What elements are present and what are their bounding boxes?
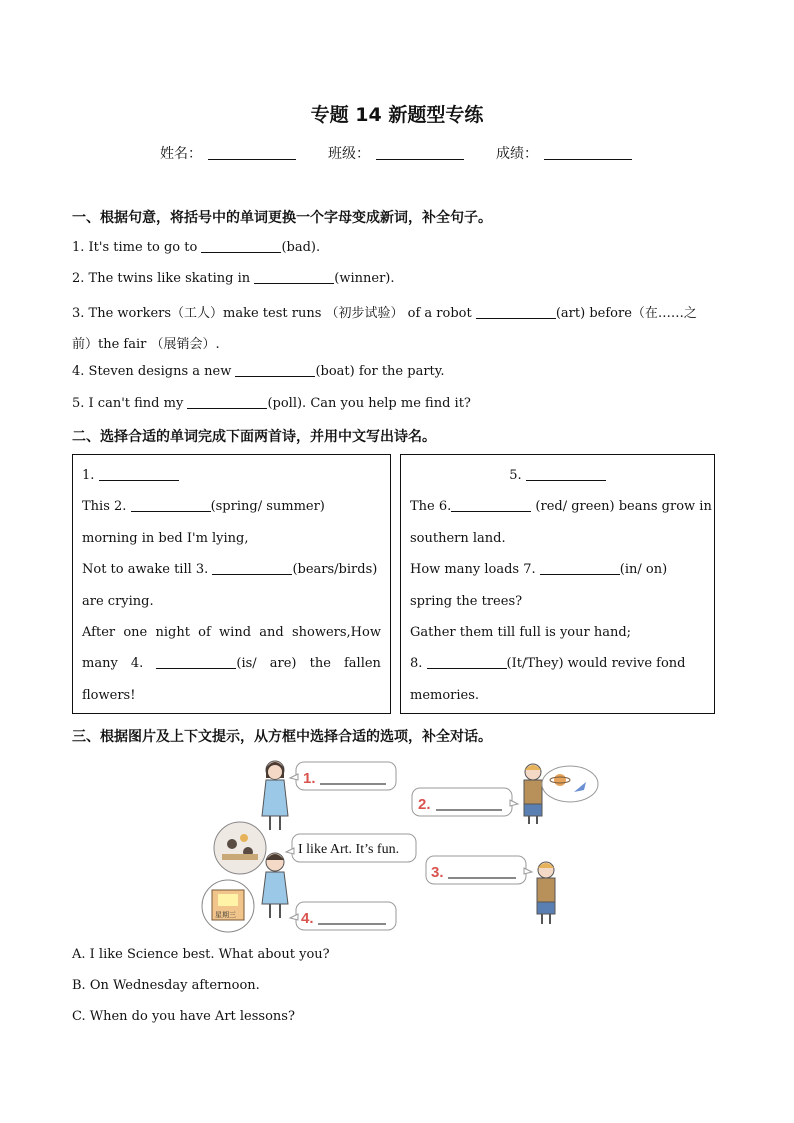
class-field[interactable]: 班级： bbox=[328, 143, 464, 163]
answer-blank[interactable] bbox=[212, 562, 292, 575]
speech-bubble-4 bbox=[290, 902, 396, 930]
answer-blank[interactable] bbox=[187, 396, 267, 409]
bubble-number: 3. bbox=[431, 864, 444, 881]
bubble-number: 4. bbox=[301, 910, 314, 927]
question-2: 2. The twins like skating in (winner). bbox=[72, 271, 395, 286]
page-title: 专题 14 新题型专练 bbox=[310, 104, 484, 126]
section-3-heading: 三、根据图片及上下文提示，从方框中选择合适的选项，补全对话。 bbox=[72, 729, 492, 745]
poem-line: many 4. (is/ are) the fallen bbox=[82, 656, 381, 671]
poem-box-left bbox=[72, 454, 391, 714]
poem-line: 8. (It/They) would revive fond bbox=[410, 656, 686, 671]
question-3-continued: 前）the fair （展销会）. bbox=[72, 337, 220, 352]
question-5: 5. I can't find my (poll). Can you help me find it? bbox=[72, 396, 471, 411]
question-3: 3. The workers（工人）make test runs （初步试验） of a robot (art) before（在……之 bbox=[72, 306, 697, 321]
answer-blank[interactable] bbox=[540, 562, 620, 575]
answer-blank[interactable] bbox=[156, 656, 236, 669]
poem-line: After one night of wind and showers,How bbox=[82, 625, 381, 640]
answer-blank[interactable] bbox=[476, 306, 556, 319]
score-field[interactable]: 成绩： bbox=[496, 143, 632, 163]
speech-bubble-2 bbox=[412, 788, 518, 816]
poem-box-right bbox=[400, 454, 715, 714]
answer-blank[interactable] bbox=[131, 499, 211, 512]
section-2-heading: 二、选择合适的单词完成下面两首诗，并用中文写出诗名。 bbox=[72, 429, 436, 445]
poem-line: Not to awake till 3. (bears/birds) bbox=[82, 562, 378, 577]
speech-bubble-text bbox=[286, 834, 416, 862]
answer-blank[interactable] bbox=[99, 468, 179, 481]
question-1: 1. It's time to go to (bad). bbox=[72, 240, 321, 255]
poem-line: flowers! bbox=[82, 688, 136, 703]
poem-line: southern land. bbox=[410, 531, 506, 546]
section-1-heading: 一、根据句意，将括号中的单词更换一个字母变成新词，补全句子。 bbox=[72, 210, 492, 226]
student-info bbox=[160, 143, 632, 163]
classroom-picture-icon bbox=[214, 822, 266, 874]
poem-line: How many loads 7. (in/ on) bbox=[410, 562, 668, 577]
bubble-number: 2. bbox=[418, 796, 431, 813]
speech-bubble-3 bbox=[426, 856, 532, 884]
poem-title-line: 5. bbox=[410, 468, 705, 483]
poem-line: memories. bbox=[410, 688, 480, 703]
poem-line: This 2. (spring/ summer) bbox=[82, 499, 325, 514]
boy-figure-icon bbox=[537, 862, 555, 924]
poem-line: The 6. (red/ green) beans grow in bbox=[410, 499, 712, 514]
boy-figure-icon bbox=[524, 764, 542, 824]
calendar-label: 星期三 bbox=[215, 911, 236, 919]
poem-line: are crying. bbox=[82, 594, 154, 609]
option-a: A. I like Science best. What about you? bbox=[72, 947, 330, 962]
bubble-number: 1. bbox=[303, 770, 316, 787]
girl-figure-icon bbox=[262, 853, 288, 918]
answer-blank[interactable] bbox=[201, 240, 281, 253]
answer-blank[interactable] bbox=[427, 656, 507, 669]
poem-title-line: 1. bbox=[82, 468, 381, 483]
dialogue-illustration bbox=[200, 758, 620, 938]
answer-blank[interactable] bbox=[254, 271, 334, 284]
bubble-text: I like Art. It’s fun. bbox=[298, 842, 400, 857]
poem-line: morning in bed I'm lying, bbox=[82, 531, 249, 546]
girl-figure-icon bbox=[262, 761, 288, 830]
poem-line: spring the trees? bbox=[410, 594, 523, 609]
option-b: B. On Wednesday afternoon. bbox=[72, 978, 260, 993]
question-4: 4. Steven designs a new (boat) for the party. bbox=[72, 364, 445, 379]
calendar-icon bbox=[202, 880, 254, 932]
option-c: C. When do you have Art lessons? bbox=[72, 1009, 295, 1024]
answer-blank[interactable] bbox=[235, 364, 315, 377]
space-thought-bubble-icon bbox=[542, 766, 598, 802]
answer-blank[interactable] bbox=[526, 468, 606, 481]
poem-line: Gather them till full is your hand; bbox=[410, 625, 632, 640]
answer-blank[interactable] bbox=[451, 499, 531, 512]
name-field[interactable]: 姓名： bbox=[160, 143, 296, 163]
speech-bubble-1 bbox=[290, 762, 396, 790]
